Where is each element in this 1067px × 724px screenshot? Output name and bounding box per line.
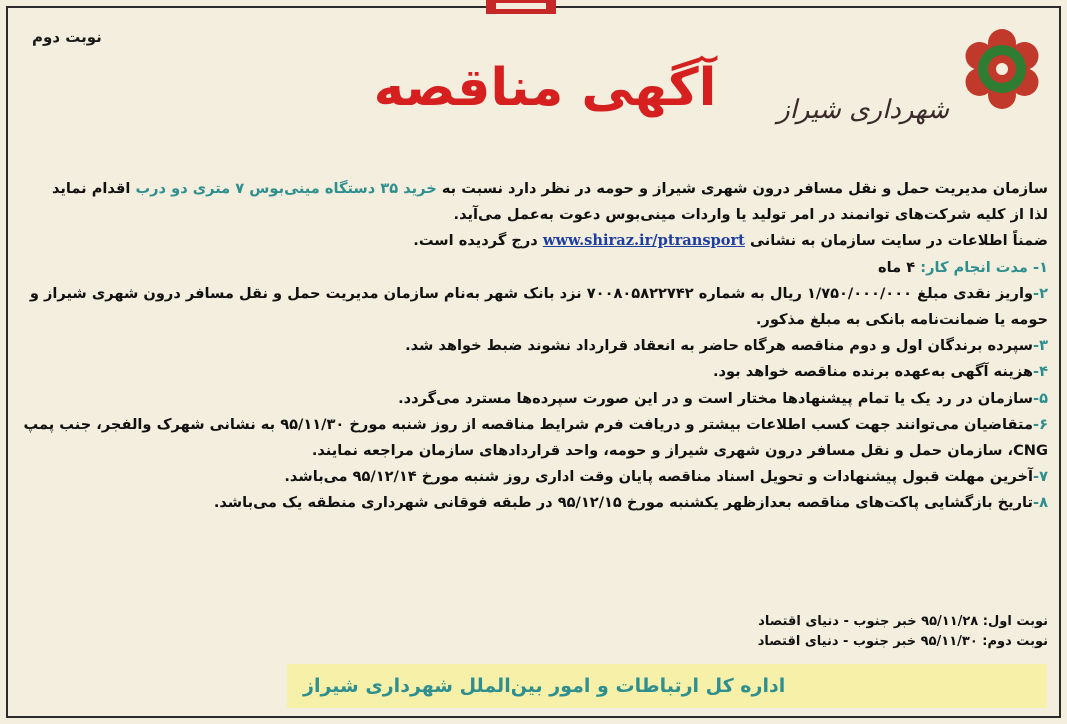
second-publication: نوبت دوم: ۹۵/۱۱/۳۰ خبر جنوب - دنیای اقتصاد — [757, 634, 1048, 649]
item-head: ۲- — [1033, 284, 1048, 302]
item-head: ۳- — [1033, 337, 1048, 355]
item-head: ۱- مدت انجام کار: — [920, 258, 1048, 276]
list-item — [14, 386, 1048, 412]
list-item — [14, 255, 1048, 281]
item-head: ۶- — [1033, 415, 1048, 433]
municipality-logo-icon — [957, 24, 1047, 114]
logo-text: شهرداری شیراز — [777, 95, 949, 125]
footer-signature-box — [287, 664, 1047, 708]
list-item — [14, 333, 1048, 359]
website-prefix: ضمناً اطلاعات در سایت سازمان به نشانی — [744, 232, 1048, 250]
item-head: ۷- — [1033, 468, 1048, 486]
list-item — [14, 490, 1048, 516]
intro-line-1 — [14, 176, 1048, 202]
item-text: سازمان در رد یک یا تمام پیشنهادها مختار است و در این صورت سپرده‌ها مسترد می‌گردد. — [398, 389, 1034, 407]
intro-line-2: لذا از کلیه شرکت‌های توانمند در امر تولید یا واردات مینی‌بوس دعوت به‌عمل می‌آید. — [453, 206, 1048, 224]
red-top-marker — [486, 0, 556, 14]
website-suffix: درج گردیده است. — [413, 232, 543, 250]
purchase-highlight: خرید ۳۵ دستگاه مینی‌بوس ۷ متری دو درب — [135, 180, 437, 197]
item-text: آخرین مهلت قبول پیشنهادات و تحویل اسناد مناقصه پایان وقت اداری روز شنبه مورخ ۹۵/۱۲/۱۴ می‌باشد. — [284, 468, 1034, 486]
round-label: نوبت دوم — [32, 28, 102, 46]
publication-info — [14, 612, 1048, 652]
website-link[interactable]: www.shiraz.ir/ptransport — [542, 232, 745, 250]
item-text: تاریخ بازگشایی پاکت‌های مناقصه بعدازظهر یکشنبه مورخ ۹۵/۱۲/۱۵ در طبقه فوقانی شهرداری منطقه یک می‌باشد. — [213, 494, 1034, 512]
item-text: متقاضیان می‌توانند جهت کسب اطلاعات بیشتر و دریافت فرم شرایط مناقصه از روز شنبه مورخ ۹۵/۱۱/۳۰ به نشانی شهرک والفجر، جنب پمپ CNG، سازمان حمل و نقل مسافر درون شهری شیراز و حومه، واحد قراردادهای سازمان مراجعه نمایند. — [23, 415, 1048, 460]
item-head: ۴- — [1033, 363, 1048, 381]
intro-text: سازمان مدیریت حمل و نقل مسافر درون شهری شیراز و حومه در نظر دارد نسبت به — [436, 180, 1048, 197]
page-title: آگهی مناقصه — [373, 58, 717, 118]
list-item — [14, 281, 1048, 333]
item-text: هزینه آگهی به‌عهده برنده مناقصه خواهد بود. — [712, 363, 1034, 381]
notice-body — [14, 176, 1048, 517]
footer-signature: اداره کل ارتباطات و امور بین‌الملل شهرداری شیراز — [303, 675, 786, 697]
item-head: ۵- — [1033, 389, 1048, 407]
list-item — [14, 464, 1048, 490]
intro-line-3 — [14, 228, 1048, 254]
intro-text-end: اقدام نماید — [51, 180, 136, 197]
item-text: سپرده برندگان اول و دوم مناقصه هرگاه حاضر به انعقاد قرارداد نشوند ضبط خواهد شد. — [405, 337, 1034, 355]
list-item — [14, 359, 1048, 385]
item-head: ۸- — [1033, 494, 1048, 512]
item-text: ۴ ماه — [878, 258, 921, 276]
list-item — [14, 412, 1048, 464]
first-publication: نوبت اول: ۹۵/۱۱/۲۸ خبر جنوب - دنیای اقتصاد — [758, 614, 1048, 629]
item-text: واریز نقدی مبلغ ۱/۷۵۰/۰۰۰/۰۰۰ ریال به شماره ۷۰۰۸۰۵۸۲۲۷۴۲ نزد بانک شهر به‌نام سازمان مدیریت حمل و نقل مسافر درون شهری شیراز و حومه یا ضمانت‌نامه بانکی به مبلغ مذکور. — [29, 284, 1048, 329]
